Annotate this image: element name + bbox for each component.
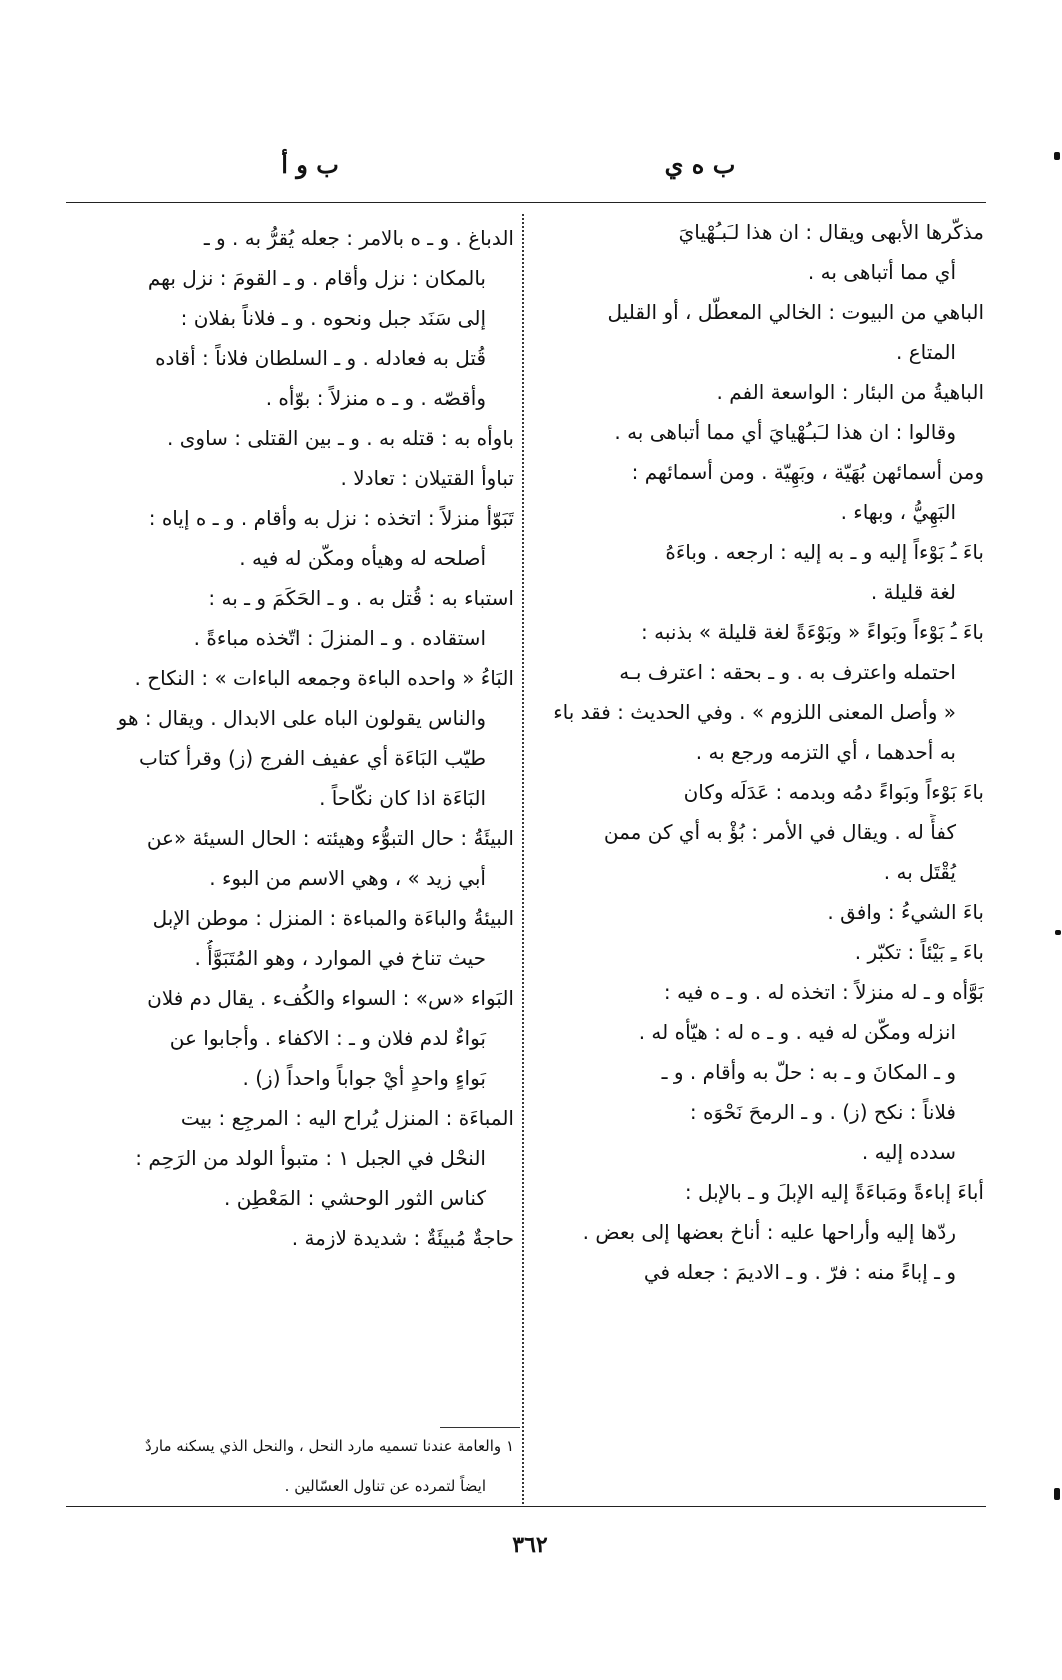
text-line: احتمله واعترف به . و ـ بحقه : اعترف بـه — [619, 660, 956, 684]
text-line: باوأه به : قتله به . و ـ بين القتلى : ساوى . — [167, 426, 514, 450]
edge-mark-top — [1054, 152, 1060, 160]
text-line: استباء به : قُتل به . و ـ الحَكَمَ و ـ به : — [208, 586, 514, 610]
header-root-right: ب ه ي — [664, 150, 736, 179]
bottom-rule — [66, 1506, 986, 1507]
text-line: يُقْتَل به . — [883, 860, 956, 884]
text-line: طيّب البَاءَة أي عفيف الفرج (ز) وقرأ كتاب — [138, 746, 486, 770]
text-line: به أحدهما ، أي التزمه ورجع به . — [695, 740, 956, 764]
footnote-rule — [440, 1427, 520, 1428]
text-line: تباوأ القتيلان : تعادلا . — [340, 466, 514, 490]
column-divider — [522, 214, 524, 1504]
text-line: المباءَة : المنزل يُراح اليه : المرجِع : بيت — [180, 1106, 514, 1130]
text-line: باءَ ـِ بَيْئاً : تكبّر . — [854, 940, 984, 964]
text-line: أي مما أتباهى به . — [807, 260, 956, 284]
edge-mark-bottom — [1054, 1488, 1060, 1500]
text-line: بَوَّأه و ـ له منزلاً : اتخذه له . و ـ ه فيه : — [663, 980, 984, 1004]
page-number: ٣٦٢ — [512, 1532, 548, 1558]
text-line: المتاع . — [896, 340, 956, 364]
text-line: « وأصل المعنى اللزوم » . وفي الحديث : فقد باء — [553, 700, 956, 724]
text-line: استقاده . و ـ المنزلَ : اتّخذه مباءةً . — [193, 626, 486, 650]
text-line: الباهيةُ من البئار : الواسعة الفم . — [716, 380, 984, 404]
text-line: فلاناً : نكح (ز) . و ـ الرمحَ نَحْوَه : — [689, 1100, 956, 1124]
text-line: حيث تناخ في الموارد ، وهو المُتَبَوَّأُ . — [194, 946, 486, 970]
text-line: و ـ إباءً منه : فرّ . و ـ الاديمَ : جعله في — [643, 1260, 956, 1284]
text-line: كناس الثور الوحشي : المَعْطِن . — [224, 1186, 486, 1210]
text-line: بَواءٌ لدم فلان و ـ : الاكفاء . وأجابوا عن — [169, 1026, 486, 1050]
text-line: باءَ ـُ بَوْءاً وبَواءً « وبَوْءَةً لغة قليلة » بذنبه : — [641, 620, 984, 644]
text-line: سدده إليه . — [861, 1140, 956, 1164]
text-line: البَاءَة اذا كان نكّاحاً . — [319, 786, 486, 810]
text-line: انزله ومكّن له فيه . و ـ ه له : هيّأه له . — [638, 1020, 956, 1044]
text-line: باءَ الشيءُ : وافق . — [827, 900, 984, 924]
text-line: الباهي من البيوت : الخالي المعطّل ، أو القليل — [607, 300, 984, 324]
text-line: البَهِيُّ ، وبهاء . — [840, 500, 956, 524]
edge-mark-middle — [1055, 930, 1061, 935]
text-line: الدباغ . و ـ ه بالامر : جعله يُقرُّ به . و ـ — [203, 226, 514, 250]
footnote — [66, 1432, 514, 1512]
text-line: كفأً له . ويقال في الأمر : بُؤْ به أي كن ممن — [603, 820, 956, 844]
text-line: ١ والعامة عندنا تسميه مارد النحل ، والنحل الذي يسكنه ماردٌ — [144, 1437, 514, 1455]
text-line: لغة قليلة . — [870, 580, 956, 604]
text-line: أباءَ إباءةً ومَباءَةً إليه الإبلَ و ـ بالإبل : — [684, 1180, 984, 1204]
text-line: إلى سَنَد جبل ونحوه . و ـ فلاناً بفلان : — [180, 306, 486, 330]
left-column — [66, 220, 514, 1260]
text-line: ومن أسمائهن بُهَيّة ، وبَهِيّة . ومن أسمائهم : — [631, 460, 984, 484]
text-line: أبي زيد » ، وهي الاسم من البوء . — [209, 866, 486, 890]
text-line: قُتل به فعادله . و ـ السلطان فلاناً : أقاده — [155, 346, 486, 370]
text-line: وقالوا : ان هذا لـَبـُهْيايَ أي مما أتباهى به . — [614, 420, 956, 444]
top-rule — [66, 202, 986, 203]
text-line: مذكّرها الأبهى ويقال : ان هذا لـَبـُهْيايَ — [678, 220, 984, 244]
right-column — [534, 214, 984, 1294]
text-line: بَواءٍ واحدٍ أيْ جواباً واحداً (ز) . — [242, 1066, 486, 1090]
text-line: بالمكان : نزل وأقام . و ـ القومَ : نزل بهم — [147, 266, 486, 290]
text-line: والناس يقولون الباه على الابدال . ويقال : هو — [117, 706, 486, 730]
text-line: و ـ المكانَ و ـ به : حلّ به وأقام . و ـ — [661, 1060, 956, 1084]
text-line: ايضاً لتمرده عن تناول العسّالين . — [284, 1477, 486, 1495]
header-root-left: ب و أ — [281, 150, 339, 179]
text-line: باءَ بَوْءاً وبَواءً دمُه وبدمه : عَدَلَه وكان — [683, 780, 984, 804]
text-line: البيئَةُ : حال التبوُّء وهيئته : الحال السيئة «عن — [146, 826, 514, 850]
text-line: البَاءُ « واحده الباءة وجمعه الباءات » : النكاح . — [134, 666, 514, 690]
text-line: البيئةُ والباءَة والمباءة : المنزل : موطن الإبل — [152, 906, 514, 930]
text-line: أصلحه له وهيأه ومكّن له فيه . — [239, 546, 486, 570]
text-line: ردّها إليه وأراحها عليه : أناخ بعضها إلى بعض . — [582, 1220, 956, 1244]
text-line: حاجةٌ مُبيئَةٌ : شديدة لازمة . — [291, 1226, 514, 1250]
text-line: البَواء «س» : السواء والكُفء . يقال دم فلان — [147, 986, 514, 1010]
text-line: وأقصّه . و ـ ه منزلاً : بوّأه . — [265, 386, 486, 410]
text-line: تَبَوّأ منزلاً : اتخذه : نزل به وأقام . و ـ ه إياه : — [148, 506, 514, 530]
text-line: باءَ ـُ بَوْءاً إليه و ـ به إليه : ارجعه . وباءَهُ — [665, 540, 984, 564]
text-line: النحْل في الجبل ١ : متبوأ الولد من الرَحِم : — [135, 1146, 486, 1170]
